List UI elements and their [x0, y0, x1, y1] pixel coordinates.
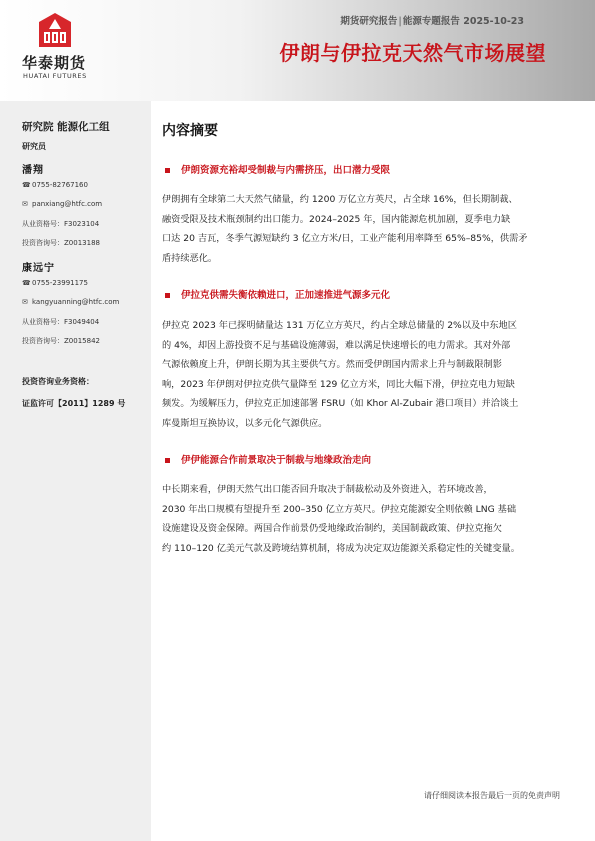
report-type-line: [340, 13, 524, 27]
paragraph-line: 中长期来看，伊朗天然气出口能否回升取决于制裁松动及外资进入，若环境改善，: [162, 484, 493, 495]
report-date: 2025-10-23: [463, 16, 524, 27]
section-paragraph: [162, 480, 568, 558]
analyst-qualification: 从业资格号：F3049404: [22, 318, 100, 326]
section-heading-text: 伊拉克供需失衡依赖进口，正加速推进气源多元化: [162, 287, 568, 303]
report-title: 伊朗与伊拉克天然气市场展望: [279, 41, 546, 65]
analyst-phone: ☎0755-82767160: [22, 181, 88, 189]
logo-name-cn: 华泰期货: [22, 54, 87, 72]
paragraph-line: 约 110–120 亿美元气款及跨境结算机制，将成为决定双边能源关系稳定性的关键变量。: [162, 542, 520, 554]
paragraph-line: 口达 20 吉瓦，冬季气源短缺约 3 亿立方米/日，工业产能利用率降至 65%–85%，供需矛: [162, 233, 528, 244]
research-group: 研究院 能源化工组: [22, 121, 110, 133]
email-icon: ✉: [22, 200, 28, 208]
report-type: 期货研究报告: [340, 16, 398, 27]
paragraph-line: 盾持续恶化。: [162, 252, 218, 264]
analyst-phone: ☎0755-23991175: [22, 279, 88, 287]
analyst-qualification: 从业资格号：F3023104: [22, 220, 100, 228]
phone-icon: ☎: [22, 279, 31, 287]
section-heading: [162, 162, 568, 178]
analyst-role-label: 研究员: [22, 142, 46, 151]
company-logo: [22, 12, 94, 80]
bullet-square-icon: [165, 168, 170, 173]
phone-icon: ☎: [22, 181, 31, 189]
paragraph-line: 设施建设及资金保障。两国合作前景仍受地缘政治制约，美国制裁政策、伊拉克拖欠: [162, 523, 502, 534]
license-number: 证监许可【2011】1289 号: [22, 399, 126, 408]
separator: |: [398, 16, 402, 27]
analyst-card: [22, 259, 147, 355]
paragraph-line: 的 4%，却因上游投资不足与基础设施薄弱，难以满足快速增长的电力需求。其对外部: [162, 339, 511, 351]
paragraph-line: 伊朗拥有全球第二大天然气储量，约 1200 万亿立方英尺，占全球 16%，但长期制裁、: [162, 194, 518, 205]
summary-title: 内容摘要: [162, 123, 218, 139]
paragraph-line: 响，2023 年伊朗对伊拉克供气量降至 129 亿立方米，同比大幅下滑，伊拉克电力短缺: [162, 378, 515, 390]
disclaimer-note: 请仔细阅读本报告最后一页的免责声明: [424, 791, 560, 800]
section-paragraph: [162, 190, 568, 268]
analyst-consult-no: 投资咨询号：Z0015842: [22, 337, 100, 345]
analyst-email[interactable]: ✉ panxiang@htfc.com: [22, 200, 103, 208]
paragraph-line: 频发。为缓解压力，伊拉克正加速部署 FSRU（如 Khor Al-Zubair 港口项目）并洽谈土: [162, 398, 519, 409]
section-heading: [162, 287, 568, 303]
consulting-qualification-label: 投资咨询业务资格：: [22, 377, 94, 386]
section-heading-text: 伊朗资源充裕却受制裁与内需挤压，出口潜力受限: [162, 162, 568, 178]
report-subtype: 能源专题报告: [402, 16, 460, 27]
report-header: [0, 0, 595, 101]
section-paragraph: [162, 316, 568, 433]
paragraph-line: 库曼斯坦互换协议，以多元化气源供应。: [162, 417, 328, 429]
paragraph-line: 伊拉克 2023 年已探明储量达 131 万亿立方英尺，约占全球总储量的 2%以及中东地区: [162, 320, 517, 331]
logo-name-en: HUATAI FUTURES: [23, 72, 87, 80]
huatai-logo-icon: [38, 12, 72, 48]
analyst-card: [22, 161, 147, 257]
analyst-email[interactable]: ✉ kangyuanning@htfc.com: [22, 298, 120, 306]
bullet-square-icon: [165, 458, 170, 463]
paragraph-line: 2030 年出口规模有望提升至 200–350 亿立方英尺。伊拉克能源安全则依赖 LNG 基础: [162, 503, 517, 515]
analyst-name: 潘翔: [22, 165, 44, 176]
analyst-consult-no: 投资咨询号：Z0013188: [22, 239, 100, 247]
analyst-sidebar: [0, 101, 151, 841]
section-heading: [162, 452, 568, 468]
paragraph-line: 融资受限及技术瓶颈制约出口能力。2024–2025 年，国内能源危机加剧，夏季电力缺: [162, 213, 511, 225]
paragraph-line: 气源依赖度上升，伊朗长期为其主要供气方。然而受伊朗国内需求上升与制裁限制影: [162, 359, 502, 370]
email-icon: ✉: [22, 298, 28, 306]
section-heading-text: 伊伊能源合作前景取决于制裁与地缘政治走向: [162, 452, 568, 468]
analyst-name: 康远宁: [22, 263, 55, 274]
bullet-square-icon: [165, 293, 170, 298]
